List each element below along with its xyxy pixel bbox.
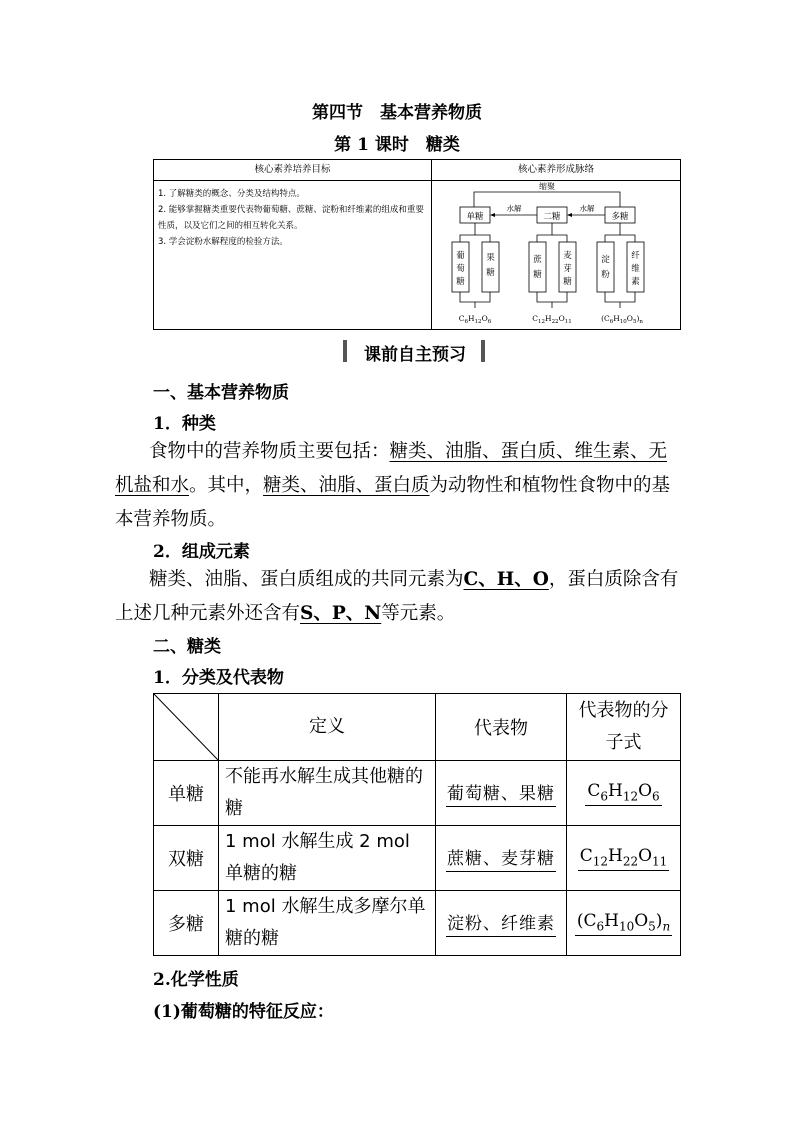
bracket-line xyxy=(537,292,567,302)
diagram-label: 多糖 xyxy=(611,212,629,222)
diagram-label: 素 xyxy=(631,277,640,287)
bracket-line xyxy=(605,292,635,302)
diagram-label: 粉 xyxy=(601,270,610,280)
row-type: 双糖 xyxy=(154,826,219,891)
header-representative: 代表物 xyxy=(436,694,567,761)
row-representative: 蔗糖、麦芽糖 xyxy=(446,844,556,872)
branch-line xyxy=(605,223,620,242)
diagram-label: 淀 xyxy=(601,255,610,265)
header-definition: 定义 xyxy=(219,694,436,761)
goal-item: 1. 了解糖类的概念、分类及结构特点。 xyxy=(158,189,305,199)
row-representative: 葡萄糖、果糖 xyxy=(446,779,556,807)
row-type: 单糖 xyxy=(154,761,219,826)
diagram-label: 纤 xyxy=(631,251,640,261)
text: 食物中的营养物质主要包括： xyxy=(149,441,390,462)
branch-line xyxy=(537,223,552,242)
paragraph-elements xyxy=(115,563,690,631)
text: 糖类、油脂、蛋白质组成的共同元素为 xyxy=(149,569,464,590)
diagram-formula: $(C_6H_{10}O_5)_n$ xyxy=(601,314,643,325)
branch-line xyxy=(475,235,490,242)
row-formula: $C_6H_{12}O_6$ xyxy=(585,781,661,806)
heading-chemical-properties: 2.化学性质 xyxy=(153,970,239,990)
header-formula: 代表物的分子式 xyxy=(567,694,681,761)
diagram-label: 糖 xyxy=(486,268,495,278)
row-formula: $C_{12}H_{22}O_{11}$ xyxy=(578,846,670,871)
preview-banner: 课前自主预习 xyxy=(364,345,466,365)
branch-line xyxy=(460,223,475,242)
diagram-label: 单糖 xyxy=(466,212,484,222)
sugar-relation-diagram xyxy=(432,180,680,330)
goal-item: 2. 能够掌握糖类重要代表物葡萄糖、蔗糖、淀粉和纤维素的组成和重要性质，以及它们之间的相互转化关系。 xyxy=(158,205,424,231)
arrow-head xyxy=(490,213,495,217)
row-definition: 1 mol 水解生成多摩尔单糖的糖 xyxy=(219,891,436,956)
answer-underline: S、P、N xyxy=(300,603,382,624)
diagram-label: 维 xyxy=(631,264,640,274)
diagram-label: 萄 xyxy=(456,264,465,274)
condensation-line xyxy=(474,192,620,207)
diagram-label: 糖 xyxy=(456,277,465,287)
diagram-label: 果 xyxy=(486,253,495,263)
heading-elements: 2．组成元素 xyxy=(153,542,250,562)
text: 等元素。 xyxy=(381,603,456,624)
heading-classification: 1．分类及代表物 xyxy=(153,668,284,688)
answer-underline: 糖类、油脂、蛋白质、维生素、无 xyxy=(389,441,668,462)
diagram-label: 缩聚 xyxy=(539,182,555,191)
diagonal-header-cell xyxy=(154,694,219,761)
diagram-label: 芽 xyxy=(563,264,572,274)
diagram-label: 水解 xyxy=(579,204,595,213)
objective-goals xyxy=(158,186,428,250)
diagram-formula: $C_{12}H_{22}O_{11}$ xyxy=(532,314,572,325)
heading-sugars: 二、糖类 xyxy=(153,637,221,657)
answer-underline: 糖类、油脂、蛋白质 xyxy=(263,475,430,496)
row-type: 多糖 xyxy=(154,891,219,956)
diagonal-line xyxy=(154,694,218,760)
banner-bar-right xyxy=(481,340,485,362)
banner-bar-left xyxy=(343,340,347,362)
row-definition: 不能再水解生成其他糖的糖 xyxy=(219,761,436,826)
branch-line xyxy=(620,235,635,242)
sucrose-box xyxy=(529,242,546,292)
row-definition: 1 mol 水解生成 2 mol 单糖的糖 xyxy=(219,826,436,891)
fructose-box xyxy=(482,242,499,292)
goal-item: 3. 学会淀粉水解程度的检验方法。 xyxy=(158,237,288,247)
objective-header-right: 核心素养形成脉络 xyxy=(432,160,680,181)
text: 上述几种元素外还含有 xyxy=(115,603,301,624)
row-representative: 淀粉、纤维素 xyxy=(446,909,556,937)
paragraph-types xyxy=(115,435,690,537)
text: 本营养物质。 xyxy=(115,509,227,530)
diagram-formula: $C_6H_{12}O_6$ xyxy=(458,314,492,325)
classification-table xyxy=(153,693,681,956)
answer-underline: 机盐和水 xyxy=(115,475,190,496)
diagram-label: 二糖 xyxy=(543,212,561,222)
bracket-line xyxy=(460,292,490,302)
heading-glucose-reaction: (1)葡萄糖的特征反应： xyxy=(153,1002,334,1022)
text: 。其中， xyxy=(189,475,264,496)
diagram-label: 水解 xyxy=(506,204,522,213)
section-title: 第四节 基本营养物质 xyxy=(312,103,482,123)
diagram-label: 麦 xyxy=(563,251,572,261)
branch-line xyxy=(552,235,567,242)
heading-basic-nutrients: 一、基本营养物质 xyxy=(153,383,289,403)
diagram-label: 糖 xyxy=(563,277,572,287)
diagram-label: 蔗 xyxy=(533,255,542,265)
heading-types: 1．种类 xyxy=(153,414,216,434)
text: ，蛋白质除含有 xyxy=(548,569,679,590)
text: 为动物性和植物性食物中的基 xyxy=(429,475,671,496)
diagram-label: 葡 xyxy=(456,251,465,261)
objective-header-left: 核心素养培养目标 xyxy=(154,160,431,181)
objective-table xyxy=(153,159,681,330)
lesson-title: 第 1 课时 糖类 xyxy=(334,135,460,155)
starch-box xyxy=(597,242,614,292)
arrow-head xyxy=(567,213,572,217)
diagram-label: 糖 xyxy=(533,270,542,280)
row-formula: $(C_6H_{10}O_5)_n$ xyxy=(575,911,672,936)
answer-underline: C、H、O xyxy=(463,569,549,590)
